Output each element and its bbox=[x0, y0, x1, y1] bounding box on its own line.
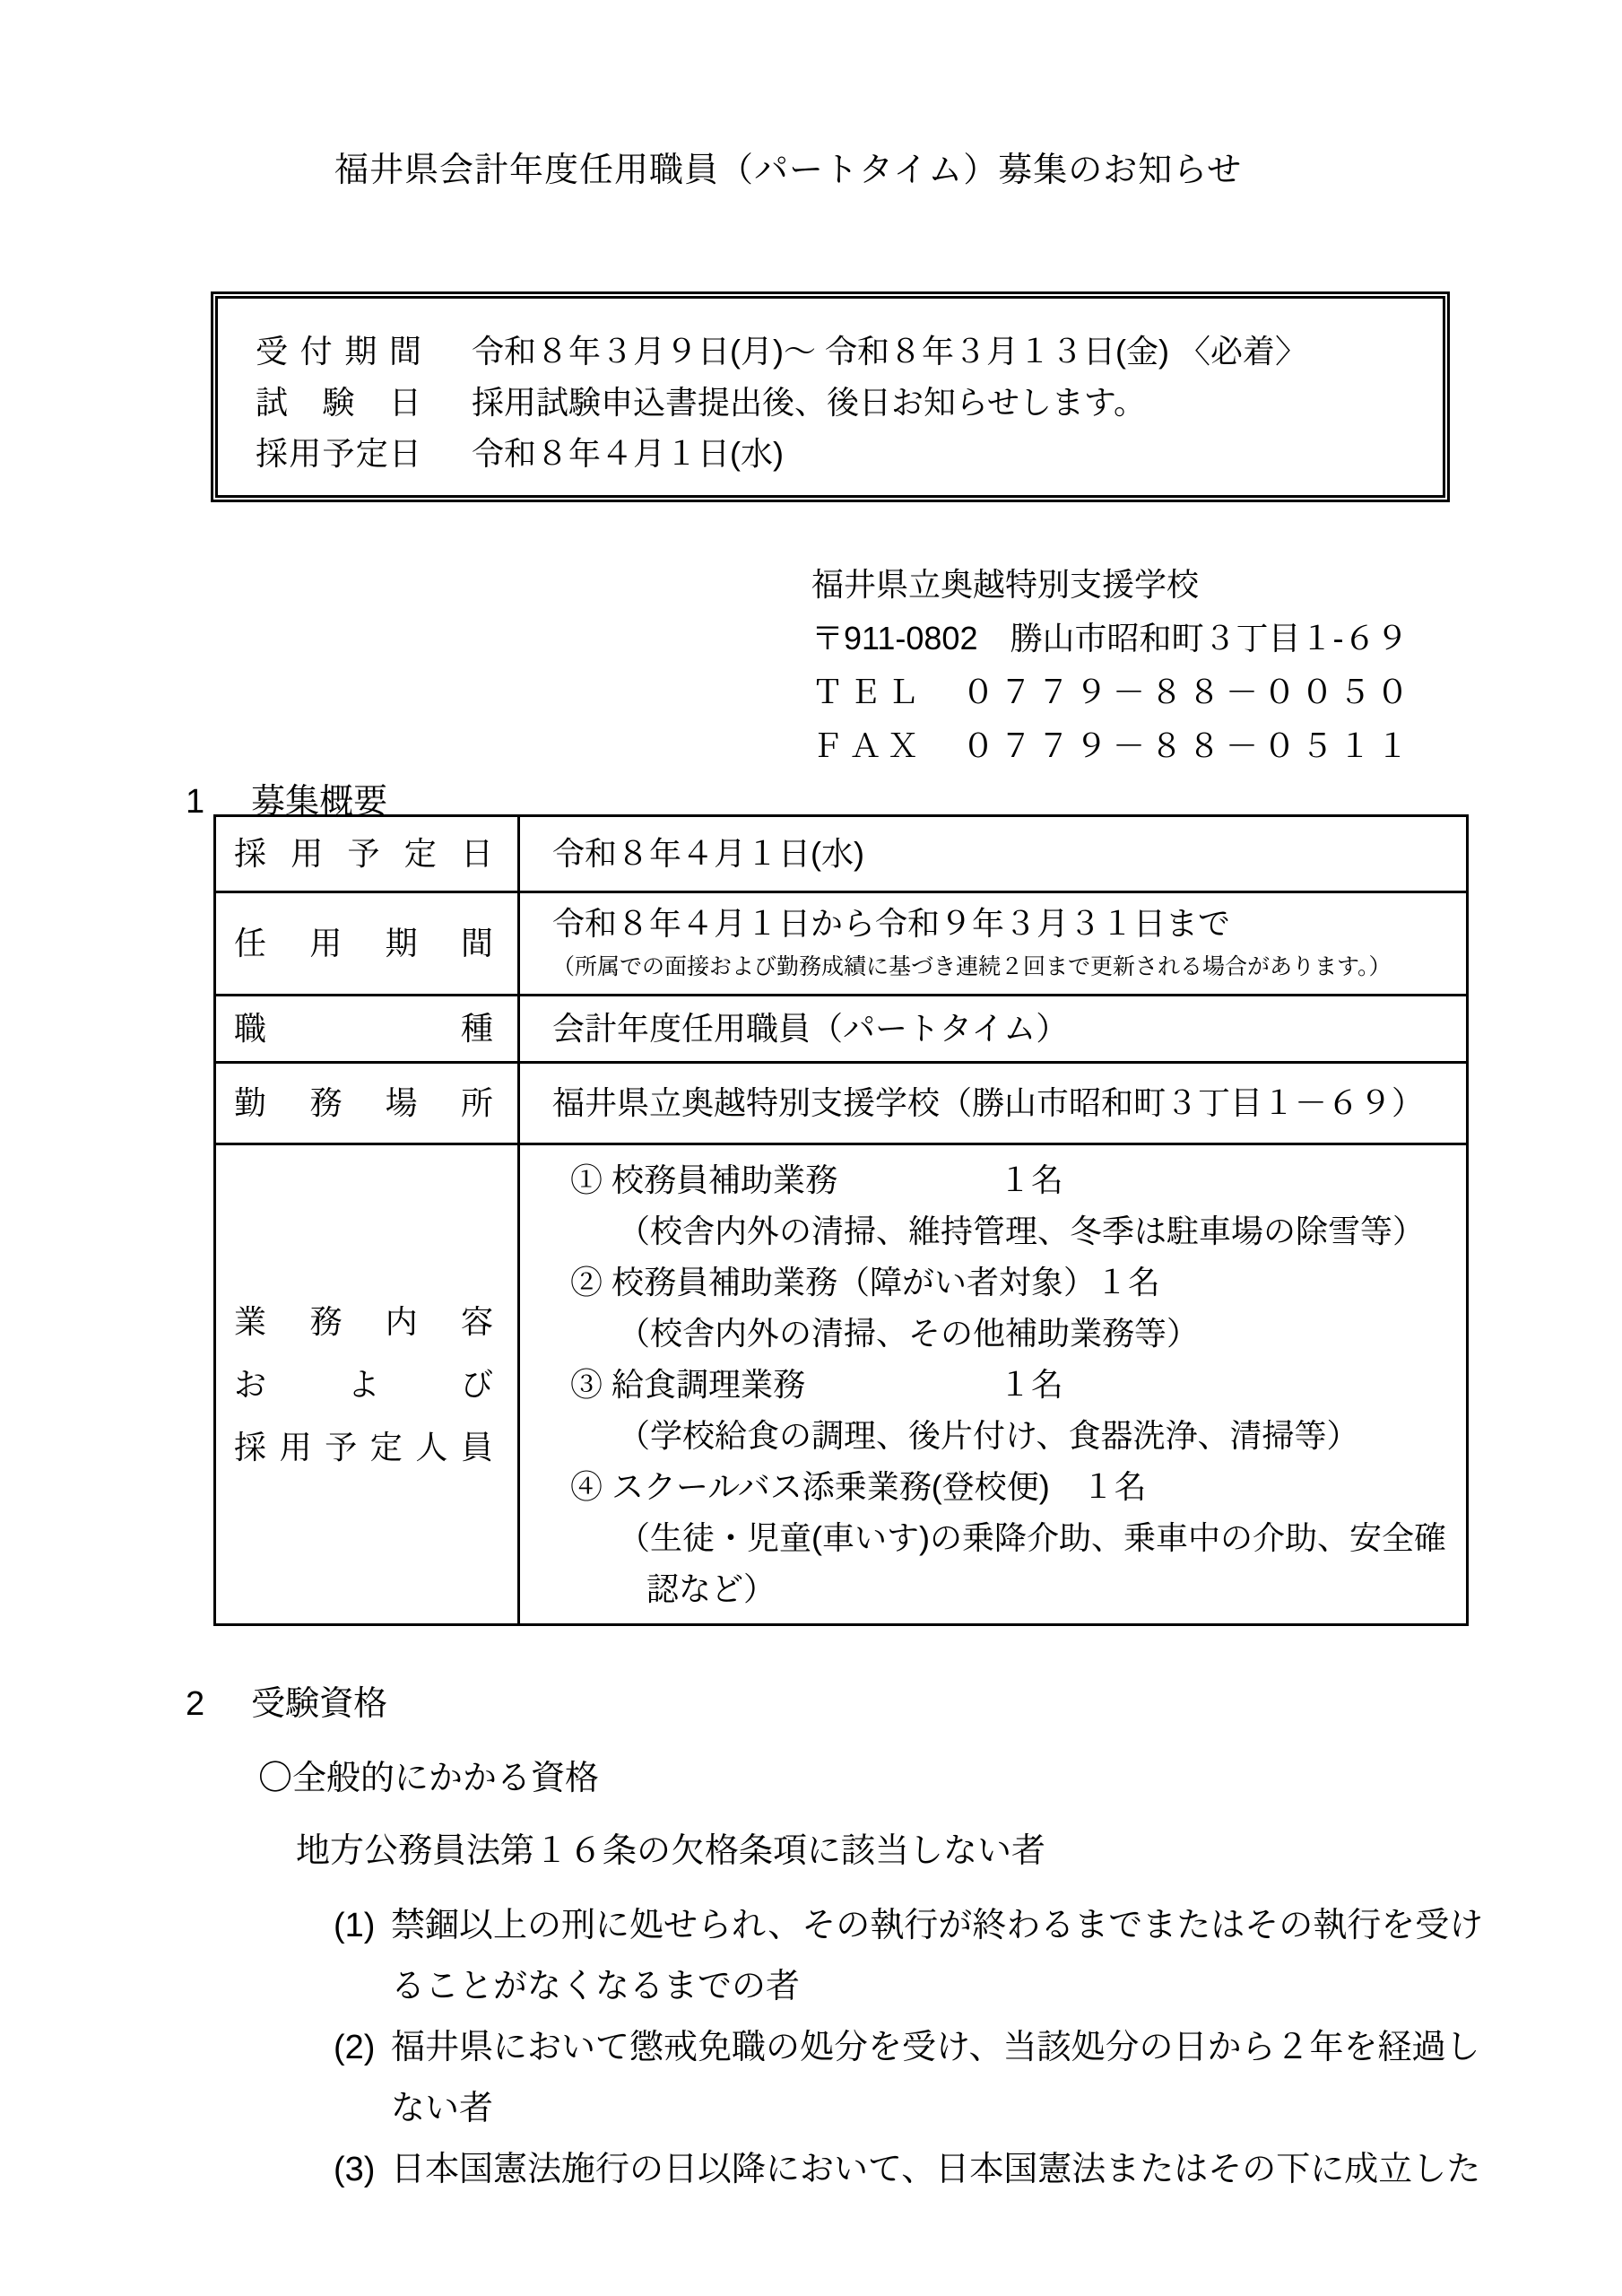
work-item-4: ④ スクールバス添乗業務(登校便) １名 bbox=[570, 1468, 1147, 1505]
notice-row-exam-date bbox=[256, 377, 1443, 428]
item-number: (3) bbox=[334, 2151, 376, 2188]
notice-label: 試験日 bbox=[256, 384, 421, 421]
row-header-label: 職種 bbox=[234, 1010, 493, 1047]
table-row-work-location bbox=[215, 1063, 1468, 1144]
row-value bbox=[519, 996, 1468, 1063]
row-header bbox=[215, 1063, 519, 1144]
row-value bbox=[519, 1144, 1468, 1625]
section2-number: 2 bbox=[186, 1685, 205, 1723]
section2-heading bbox=[186, 1675, 1483, 1725]
cell-text: 福井県立奥越特別支援学校（勝山市昭和町３丁目１－６９） bbox=[552, 1084, 1425, 1121]
section2-intro: 地方公務員法第１６条の欠格条項に該当しない者 bbox=[296, 1832, 1046, 1870]
item-text-line: 日本国憲法施行の日以降において、日本国憲法またはその下に成立した bbox=[391, 2151, 1481, 2188]
item-text-line: ることがなくなるまでの者 bbox=[391, 1968, 801, 2005]
item-text bbox=[391, 2017, 1479, 2139]
work-item-1-detail: （校舎内外の清掃、維持管理、冬季は駐車場の除雪等） bbox=[618, 1213, 1426, 1249]
table-row-appointment-period bbox=[215, 892, 1468, 996]
row-header-label: 業務内容 bbox=[234, 1302, 493, 1340]
cell-text: 令和８年４月１日から令和９年３月３１日まで bbox=[552, 905, 1231, 942]
work-item-4-detail-continued: 認など） bbox=[646, 1570, 776, 1607]
section2-title: 受験資格 bbox=[251, 1685, 388, 1723]
notice-value: 令和８年３月９日(月)～ 令和８年３月１３日(金) 〈必着〉 bbox=[472, 333, 1307, 370]
row-value bbox=[519, 816, 1468, 892]
item-number: (2) bbox=[334, 2029, 376, 2066]
section1-title: 募集概要 bbox=[251, 783, 388, 821]
row-value bbox=[519, 1063, 1468, 1144]
cell-note-text: （所属での面接および勤務成績に基づき連続２回まで更新される場合があります。） bbox=[552, 954, 1392, 979]
table-row-work-content bbox=[215, 1144, 1468, 1625]
row-header bbox=[215, 996, 519, 1063]
row-value bbox=[519, 892, 1468, 996]
school-name: 福井県立奥越特別支援学校 bbox=[811, 566, 1200, 603]
section2 bbox=[186, 1675, 1483, 2200]
tel-line: ＴＥＬ ０７７９－８８－００５０ bbox=[811, 674, 1415, 710]
row-header-label: および bbox=[234, 1365, 493, 1403]
row-header bbox=[215, 1144, 519, 1625]
qualification-item-3 bbox=[334, 2139, 1483, 2200]
cell-text: 令和８年４月１日(水) bbox=[552, 835, 864, 872]
work-item-1: ① 校務員補助業務 １名 bbox=[570, 1161, 1064, 1198]
row-header-label: 任用期間 bbox=[234, 925, 493, 961]
table-row-job-type bbox=[215, 996, 1468, 1063]
item-number: (1) bbox=[334, 1907, 376, 1944]
row-header-label: 採用予定人員 bbox=[234, 1428, 493, 1465]
section1-number: 1 bbox=[186, 783, 205, 821]
work-item-4-detail: （生徒・児童(車いす)の乗降介助、乗車中の介助、安全確 bbox=[618, 1519, 1446, 1556]
postal-address: 〒911-0802 勝山市昭和町３丁目１-６９ bbox=[811, 620, 1409, 657]
work-item-3: ③ 給食調理業務 １名 bbox=[570, 1366, 1064, 1403]
row-header bbox=[215, 892, 519, 996]
item-text bbox=[391, 2139, 1480, 2200]
qualification-list bbox=[334, 1895, 1483, 2200]
row-header bbox=[215, 816, 519, 892]
row-header-label: 採用予定日 bbox=[234, 835, 493, 872]
cell-text: 会計年度任用職員（パートタイム） bbox=[552, 1010, 1069, 1047]
notice-label: 採用予定日 bbox=[256, 435, 421, 472]
notice-value: 令和８年４月１日(水) bbox=[472, 435, 784, 472]
notice-row-reception-period bbox=[256, 326, 1443, 377]
notice-box bbox=[211, 291, 1450, 502]
notice-row-hire-date bbox=[256, 428, 1443, 479]
qualification-item-1 bbox=[334, 1895, 1483, 2017]
fax-line: ＦＡＸ ０７７９－８８－０５１１ bbox=[811, 727, 1415, 764]
overview-table bbox=[213, 814, 1469, 1626]
qualification-item-2 bbox=[334, 2017, 1483, 2139]
work-item-2-detail: （校舎内外の清掃、その他補助業務等） bbox=[618, 1315, 1200, 1352]
contact-block bbox=[811, 558, 1414, 773]
section2-subheading: 〇全般的にかかる資格 bbox=[258, 1760, 600, 1797]
notice-value: 採用試験申込書提出後、後日お知らせします。 bbox=[472, 384, 1147, 421]
item-text bbox=[391, 1895, 1483, 2017]
notice-label: 受付期間 bbox=[256, 333, 421, 370]
item-text-line: 福井県において懲戒免職の処分を受け、当該処分の日から２年を経過し bbox=[391, 2029, 1480, 2066]
item-text-line: 禁錮以上の刑に処せられ、その執行が終わるまでまたはその執行を受け bbox=[391, 1907, 1484, 1944]
page-title: 福井県会計年度任用職員（パートタイム）募集のお知らせ bbox=[334, 152, 1243, 189]
row-header-label: 勤務場所 bbox=[234, 1084, 493, 1121]
item-text-line: ない者 bbox=[391, 2090, 494, 2127]
work-item-3-detail: （学校給食の調理、後片付け、食器洗浄、清掃等） bbox=[618, 1417, 1359, 1454]
table-row-hire-date bbox=[215, 816, 1468, 892]
work-item-2: ② 校務員補助業務（障がい者対象）１名 bbox=[570, 1264, 1161, 1300]
